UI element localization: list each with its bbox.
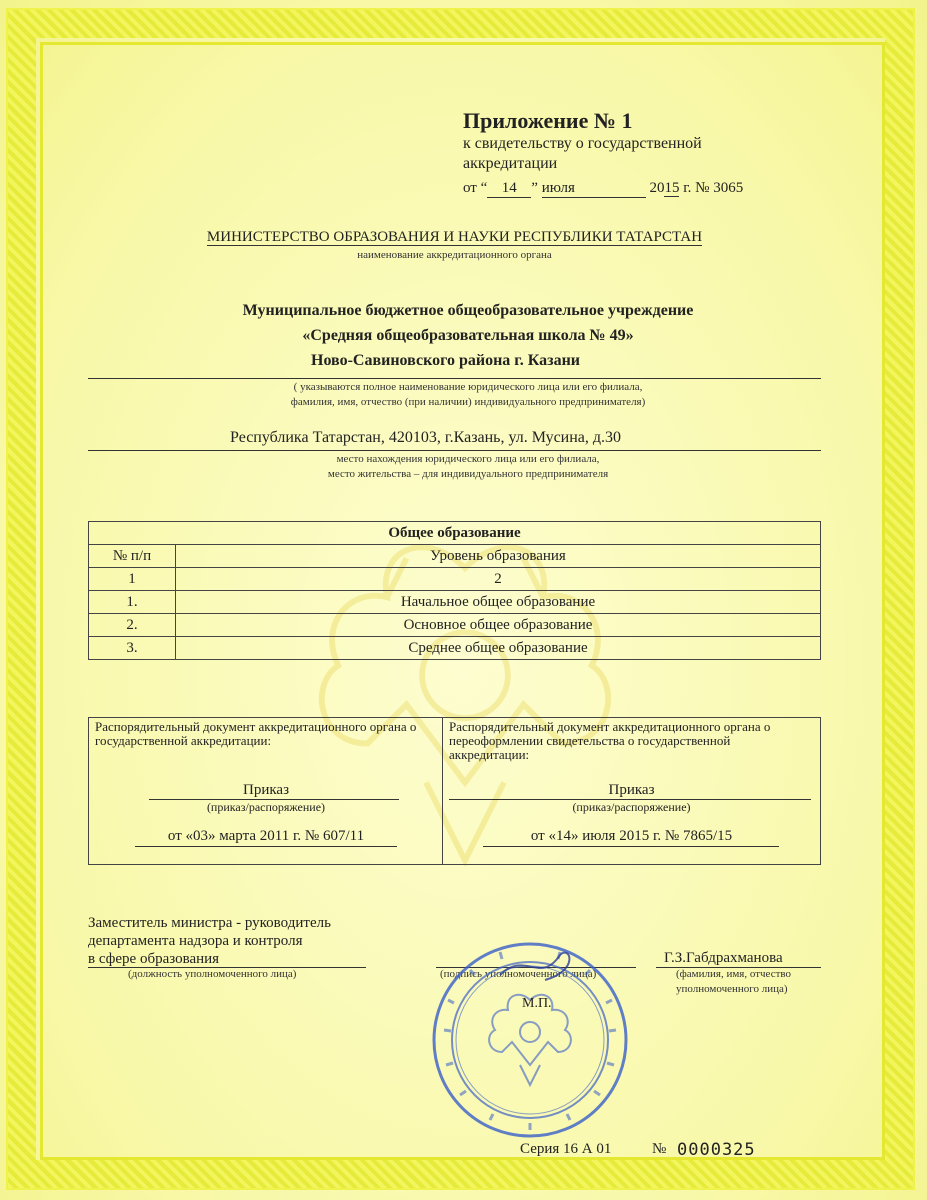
- column-header-num: № п/п: [89, 545, 176, 568]
- table-row: [89, 637, 821, 660]
- organization-caption2: фамилия, имя, отчество (при наличии) индивидуального предпринимателя): [290, 396, 646, 408]
- row-number: 3.: [89, 637, 176, 660]
- position-caption: (должность уполномоченного лица): [128, 968, 297, 980]
- series-label: Серия 16 А 01: [520, 1141, 612, 1157]
- signatory-name: Г.З.Габдрахманова: [664, 950, 783, 966]
- certificate-number: 3065: [713, 180, 744, 196]
- appendix-subtitle-line1: к свидетельству о государственной: [463, 135, 702, 152]
- name-caption1: (фамилия, имя, отчество: [676, 968, 792, 980]
- accreditation-date-underline: [135, 846, 397, 847]
- organization-underline: [88, 378, 821, 379]
- column-index-num: 1: [89, 568, 176, 591]
- authority-caption: наименование аккредитационного органа: [357, 249, 552, 261]
- date-day: 14: [487, 180, 531, 198]
- date-year-prefix: 20: [649, 180, 665, 196]
- date-mid: ”: [531, 180, 538, 196]
- table-header-row: [89, 545, 821, 568]
- name-caption2: уполномоченного лица): [676, 983, 788, 995]
- accreditation-document: [89, 718, 443, 864]
- accreditation-documents-box: [88, 717, 821, 865]
- address-caption2: место жительства – для индивидуального предпринимателя: [327, 468, 609, 480]
- education-levels-table: [88, 521, 821, 660]
- form-number-label: №: [652, 1141, 667, 1157]
- address-value: Республика Татарстан, 420103, г.Казань, ул. Мусина, д.30: [230, 429, 622, 446]
- organization-line2: «Средняя общеобразовательная школа № 49»: [302, 327, 634, 344]
- official-seal-icon: [430, 940, 630, 1140]
- position-line3: в сфере образования: [88, 951, 220, 967]
- row-level: Начальное общее образование: [176, 591, 821, 614]
- reissue-document-date: от «14» июля 2015 г. № 7865/15: [530, 828, 733, 844]
- row-level: Среднее общее образование: [176, 637, 821, 660]
- reissue-date-underline: [483, 846, 779, 847]
- organization-line1: Муниципальное бюджетное общеобразовательное учреждение: [242, 302, 694, 319]
- accreditation-type-caption: (приказ/распоряжение): [206, 800, 326, 814]
- authority-name: МИНИСТЕРСТВО ОБРАЗОВАНИЯ И НАУКИ РЕСПУБЛИКИ ТАТАРСТАН: [206, 229, 703, 245]
- row-number: 2.: [89, 614, 176, 637]
- table-title: Общее образование: [89, 522, 821, 545]
- seal-place-mark: М.П.: [522, 996, 552, 1011]
- appendix-subtitle-line2: аккредитации: [463, 155, 558, 172]
- column-header-level: Уровень образования: [176, 545, 821, 568]
- table-row: [89, 591, 821, 614]
- certificate-number-label: г. №: [683, 180, 710, 196]
- reissue-document-heading: Распорядительный документ аккредитационного органа о переоформлении свидетельства о государственной аккредитации:: [449, 719, 771, 762]
- table-row: [89, 614, 821, 637]
- accreditation-document-date: от «03» марта 2011 г. № 607/11: [167, 828, 365, 844]
- reissue-document: [443, 718, 820, 864]
- table-index-row: [89, 568, 821, 591]
- organization-caption1: ( указываются полное наименование юридического лица или его филиала,: [293, 381, 643, 393]
- appendix-date-line: [463, 180, 743, 198]
- organization-line3: Ново-Савиновского района г. Казани: [311, 352, 581, 369]
- signature-caption: (подпись уполномоченного лица): [440, 968, 597, 980]
- table-title-row: [89, 522, 821, 545]
- date-month: июля: [542, 180, 646, 198]
- appendix-title: Приложение № 1: [463, 108, 633, 133]
- date-year-suffix: 15: [664, 180, 680, 196]
- reissue-type-caption: (приказ/распоряжение): [572, 800, 691, 814]
- row-number: 1.: [89, 591, 176, 614]
- position-line2: департамента надзора и контроля: [88, 933, 303, 949]
- accreditation-document-type: Приказ: [242, 782, 289, 798]
- position-line1: Заместитель министра - руководитель: [88, 915, 331, 931]
- reissue-document-type: Приказ: [608, 782, 655, 798]
- date-prefix: от “: [463, 180, 488, 196]
- row-level: Основное общее образование: [176, 614, 821, 637]
- accreditation-document-heading: Распорядительный документ аккредитационного органа о государственной аккредитации:: [95, 719, 417, 748]
- address-caption1: место нахождения юридического лица или его филиала,: [336, 453, 600, 465]
- address-underline: [88, 450, 821, 451]
- form-number: 0000325: [677, 1140, 756, 1160]
- column-index-level: 2: [176, 568, 821, 591]
